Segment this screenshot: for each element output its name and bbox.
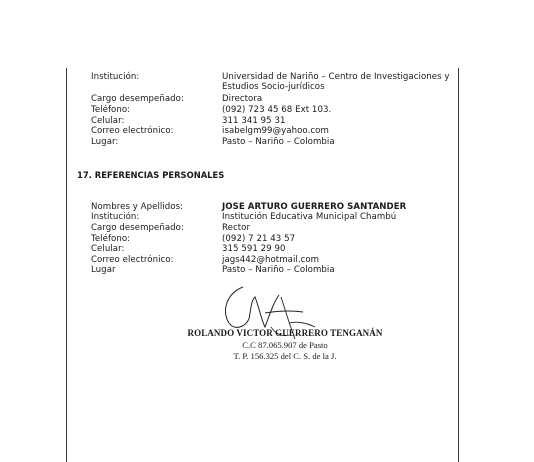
ref-mobile-value: 315 591 29 90 bbox=[222, 244, 286, 254]
signatory-name: ROLANDO VICTOR GUERRERO TENGANÁN bbox=[187, 328, 383, 338]
signatory-professional-card: T. P. 156.325 del C. S. de la J. bbox=[233, 351, 337, 361]
email-label: Correo electrónico: bbox=[91, 126, 174, 136]
phone-value: (092) 723 45 68 Ext 103. bbox=[222, 105, 332, 115]
ref-name-value: JOSE ARTURO GUERRERO SANTANDER bbox=[222, 202, 407, 212]
ref-place-value: Pasto – Nariño – Colombia bbox=[222, 265, 335, 275]
ref-institution-value: Institución Educativa Municipal Chambú bbox=[222, 212, 397, 222]
institution-value-cont: Estudios Socio-jurídicos bbox=[222, 82, 325, 92]
ref-phone-value: (092) 7 21 43 57 bbox=[222, 234, 296, 244]
ref-position-label: Cargo desempeñado: bbox=[91, 223, 184, 233]
ref-place-label: Lugar bbox=[91, 265, 116, 275]
position-value: Directora bbox=[222, 94, 263, 104]
place-label: Lugar: bbox=[91, 137, 119, 147]
ref-position-value: Rector bbox=[222, 223, 251, 233]
email-value: isabelgm99@yahoo.com bbox=[222, 126, 329, 136]
institution-value: Universidad de Nariño – Centro de Investigaciones y bbox=[222, 72, 450, 82]
phone-label: Teléfono: bbox=[91, 105, 131, 115]
position-label: Cargo desempeñado: bbox=[91, 94, 184, 104]
institution-label: Institución: bbox=[91, 72, 140, 82]
ref-institution-label: Institución: bbox=[91, 212, 140, 222]
signatory-id: C.C 87.065.907 de Pasto bbox=[242, 340, 328, 350]
section-heading: 17. REFERENCIAS PERSONALES bbox=[77, 170, 225, 180]
ref-name-label: Nombres y Apellidos: bbox=[91, 202, 184, 212]
ref-mobile-label: Celular: bbox=[91, 244, 125, 254]
ref-email-value: jags442@hotmail.com bbox=[222, 255, 320, 265]
ref-email-label: Correo electrónico: bbox=[91, 255, 174, 265]
ref-phone-label: Teléfono: bbox=[91, 234, 131, 244]
mobile-label: Celular: bbox=[91, 116, 125, 126]
mobile-value: 311 341 95 31 bbox=[222, 116, 286, 126]
place-value: Pasto – Nariño – Colombia bbox=[222, 137, 335, 147]
